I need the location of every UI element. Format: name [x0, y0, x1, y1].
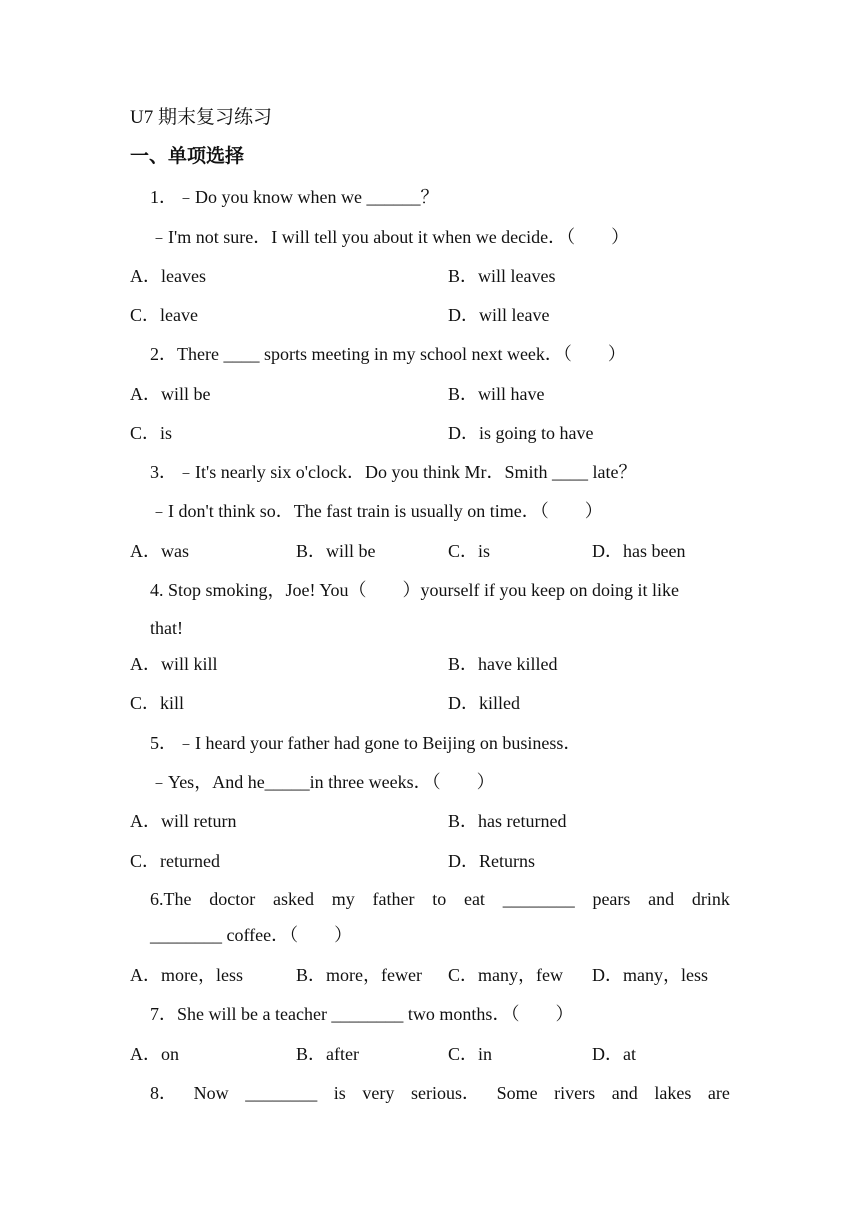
q7-option-c: C．in — [448, 1044, 493, 1064]
q6-word: drink — [691, 889, 730, 909]
section-heading: 一、单项选择 — [130, 146, 245, 167]
q4-option-a: A．will kill — [130, 654, 218, 674]
q8-word: serious． — [410, 1083, 480, 1103]
q3-answer-line: ﹣I don't think so．The fast train is usually on time．（ ） — [150, 501, 603, 521]
q1-option-c: C．leave — [130, 305, 198, 325]
q7-option-b: B．after — [296, 1044, 359, 1064]
q3-option-b: B．will be — [296, 541, 376, 561]
q4-option-d: D．killed — [448, 693, 520, 713]
q8-word: Some — [496, 1083, 538, 1103]
q1-option-d: D．will leave — [448, 305, 550, 325]
q3-option-a: A．was — [130, 541, 189, 561]
q6-question-cont: ________ coffee．（ ） — [150, 925, 353, 945]
q8-question — [150, 1082, 730, 1104]
q8-word: very — [362, 1083, 395, 1103]
q6-word: and — [648, 889, 675, 909]
q2-question: 2．There ____ sports meeting in my school next week．（ ） — [150, 344, 626, 364]
q8-word: lakes — [654, 1083, 692, 1103]
q6-option-a: A．more，less — [130, 965, 243, 985]
q6-word: pears — [592, 889, 631, 909]
q3-option-c: C．is — [448, 541, 491, 561]
q1-question: 1．﹣Do you know when we ______？ — [150, 187, 439, 207]
q4-question-cont: that! — [150, 618, 183, 638]
q6-blank: ________ — [502, 889, 575, 909]
q8-word: and — [611, 1083, 638, 1103]
q7-option-a: A．on — [130, 1044, 179, 1064]
q1-answer-line: ﹣I'm not sure．I will tell you about it when we decide．（ ） — [150, 227, 630, 247]
q5-question: 5．﹣I heard your father had gone to Beijing on business． — [150, 733, 582, 753]
q8-word: are — [707, 1083, 730, 1103]
q4-option-c: C．kill — [130, 693, 185, 713]
q2-option-c: C．is — [130, 423, 173, 443]
q1-option-a: A．leaves — [130, 266, 206, 286]
q6-question — [150, 888, 730, 910]
q7-option-d: D．at — [592, 1044, 636, 1064]
q6-word: 6.The — [150, 889, 192, 909]
q6-word: father — [372, 889, 415, 909]
q6-option-c: C．many，few — [448, 965, 563, 985]
q5-option-c: C．returned — [130, 851, 220, 871]
q2-option-a: A．will be — [130, 384, 211, 404]
q1-option-b: B．will leaves — [448, 266, 556, 286]
q6-option-d: D．many，less — [592, 965, 708, 985]
q4-question: 4. Stop smoking，Joe! You（ ）yourself if you keep on doing it like — [150, 580, 679, 600]
q5-option-b: B．has returned — [448, 811, 567, 831]
page-title: U7 期末复习练习 — [130, 107, 272, 128]
q6-word: doctor — [209, 889, 256, 909]
q8-word: 8． — [150, 1083, 177, 1103]
q3-question: 3．﹣It's nearly six o'clock．Do you think Mr．Smith ____ late？ — [150, 462, 637, 482]
q6-option-b: B．more，fewer — [296, 965, 422, 985]
q5-option-d: D．Returns — [448, 851, 535, 871]
q5-answer-line: ﹣Yes，And he_____in three weeks．（ ） — [150, 772, 495, 792]
q4-option-b: B．have killed — [448, 654, 558, 674]
q2-option-d: D．is going to have — [448, 423, 594, 443]
q8-word: rivers — [554, 1083, 596, 1103]
q5-option-a: A．will return — [130, 811, 237, 831]
q2-option-b: B．will have — [448, 384, 545, 404]
q3-option-d: D．has been — [592, 541, 686, 561]
q6-word: to — [432, 889, 447, 909]
q6-word: eat — [463, 889, 485, 909]
q6-word: asked — [272, 889, 314, 909]
q7-question: 7．She will be a teacher ________ two months．（ ） — [150, 1004, 574, 1024]
q8-word: is — [333, 1083, 346, 1103]
q6-word: my — [331, 889, 355, 909]
q8-word: Now — [193, 1083, 229, 1103]
q8-blank: ________ — [245, 1083, 318, 1103]
